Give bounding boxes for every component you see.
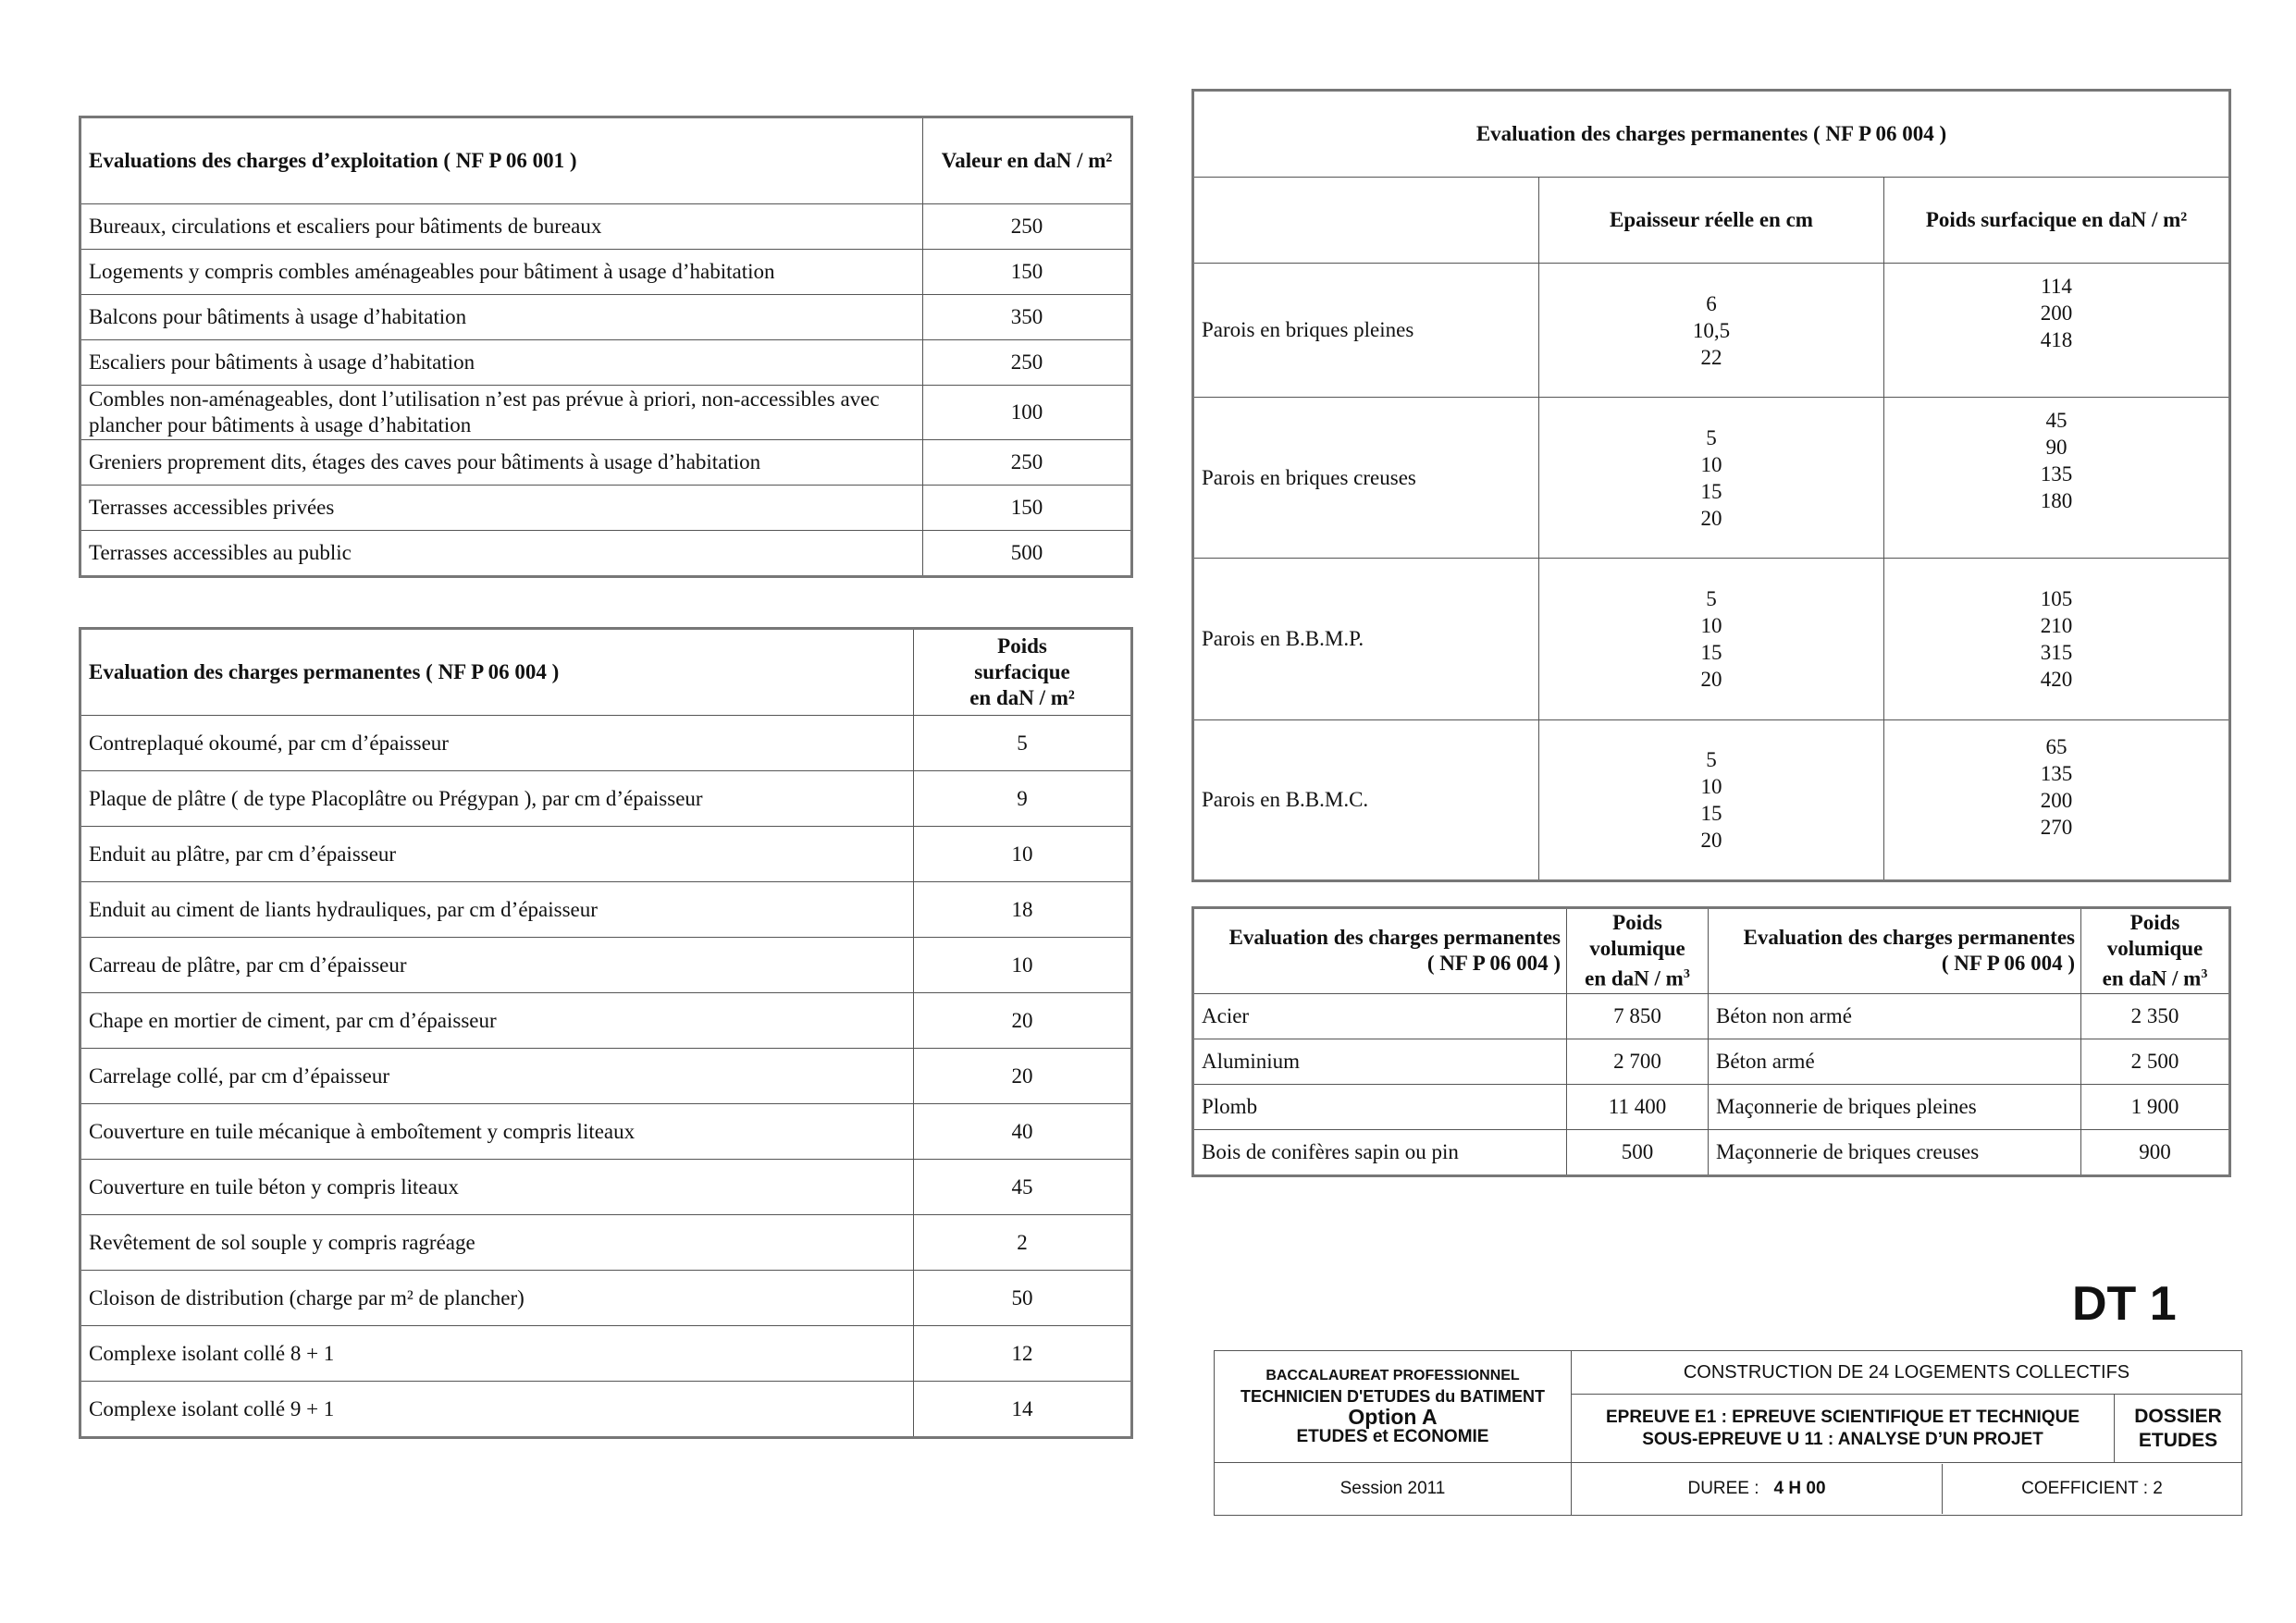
exam-option: Option A: [1348, 1405, 1438, 1429]
value-line: 10: [1700, 614, 1722, 637]
header-line: Poids: [997, 634, 1047, 658]
value-line: 200: [2040, 789, 2073, 812]
volumic-header-label-left: [1193, 908, 1567, 994]
header-line: Evaluation des charges permanentes: [1228, 926, 1561, 950]
header-line: en daN / m²: [969, 686, 1075, 709]
value-line: 418: [2040, 328, 2073, 351]
walls-header-empty: [1193, 178, 1539, 264]
table-title-row: [1193, 91, 2230, 178]
row-value: 50: [914, 1271, 1132, 1326]
table-row: [1193, 1129, 2230, 1175]
row-value: 150: [923, 250, 1132, 295]
row-thickness: [1539, 264, 1884, 398]
row-value: 250: [923, 440, 1132, 486]
row-value: 250: [923, 340, 1132, 386]
row-value: 18: [914, 882, 1132, 938]
unit-sup: 3: [1683, 967, 1690, 981]
epreuve-cell: [1572, 1395, 2115, 1463]
value-line: 65: [2045, 735, 2068, 758]
header-line: volumique: [1589, 937, 1685, 960]
table-row: [80, 295, 1132, 340]
row-value: 500: [1567, 1129, 1709, 1175]
row-value: 100: [923, 386, 1132, 440]
table-row: [80, 882, 1132, 938]
table-row: [1193, 398, 2230, 559]
table-row: [80, 771, 1132, 827]
row-label: Maçonnerie de briques creuses: [1709, 1129, 2081, 1175]
value-line: 200: [2040, 301, 2073, 325]
row-weight: [1884, 264, 2230, 398]
header-line: ( NF P 06 004 ): [1941, 952, 2075, 976]
row-label: Couverture en tuile mécanique à emboîtement y compris liteaux: [80, 1104, 914, 1160]
value-line: 135: [2040, 462, 2073, 486]
table-row: [80, 1326, 1132, 1382]
row-value: 250: [923, 204, 1132, 250]
table-row: [80, 340, 1132, 386]
row-label: Parois en B.B.M.C.: [1193, 720, 1539, 881]
value-line: 5: [1706, 587, 1717, 610]
row-label: Maçonnerie de briques pleines: [1709, 1084, 2081, 1129]
row-label: Parois en briques creuses: [1193, 398, 1539, 559]
row-label: Terrasses accessibles privées: [80, 486, 923, 531]
permanent-surface-table: [79, 627, 1133, 1439]
row-value: 45: [914, 1160, 1132, 1215]
dossier-cell: [2115, 1395, 2242, 1463]
epreuve-line: EPREUVE E1 : EPREUVE SCIENTIFIQUE ET TECHNIQUE: [1605, 1407, 2080, 1427]
row-label: Cloison de distribution (charge par m² de plancher): [80, 1271, 914, 1326]
row-label: Bureaux, circulations et escaliers pour bâtiments de bureaux: [80, 204, 923, 250]
value-line: 114: [2041, 275, 2072, 298]
dossier-line: DOSSIER: [2134, 1405, 2222, 1427]
permanent-header-value: [914, 629, 1132, 716]
table-row: [80, 531, 1132, 577]
value-line: 10: [1700, 452, 1722, 476]
title-block: [1214, 1350, 2242, 1516]
table-row: [80, 1215, 1132, 1271]
walls-header-thickness: Epaisseur réelle en cm: [1539, 178, 1884, 264]
exam-line: ETUDES et ECONOMIE: [1296, 1427, 1489, 1446]
value-line: 15: [1700, 641, 1722, 664]
exam-line: TECHNICIEN D'ETUDES du BATIMENT: [1241, 1387, 1545, 1406]
volumic-table: [1191, 906, 2231, 1177]
row-label: Parois en B.B.M.P.: [1193, 559, 1539, 720]
row-label: Aluminium: [1193, 1039, 1567, 1084]
row-value: 2 350: [2081, 993, 2230, 1039]
unit-text: en daN / m: [1585, 966, 1684, 990]
table-row: [80, 1104, 1132, 1160]
row-label: Escaliers pour bâtiments à usage d’habitation: [80, 340, 923, 386]
value-line: 20: [1700, 506, 1722, 530]
row-value: 20: [914, 1049, 1132, 1104]
row-label: Carreau de plâtre, par cm d’épaisseur: [80, 938, 914, 993]
table-row: [80, 938, 1132, 993]
duree-coef-cell: [1572, 1463, 2242, 1516]
permanent-header-label: Evaluation des charges permanentes ( NF P 06 004 ): [80, 629, 914, 716]
project-title: CONSTRUCTION DE 24 LOGEMENTS COLLECTIFS: [1572, 1351, 2242, 1395]
row-label: Greniers proprement dits, étages des caves pour bâtiments à usage d’habitation: [80, 440, 923, 486]
row-value: 150: [923, 486, 1132, 531]
row-value: 12: [914, 1326, 1132, 1382]
row-value: 2: [914, 1215, 1132, 1271]
unit-sup: 3: [2201, 967, 2208, 981]
row-label: Logements y compris combles aménageables pour bâtiment à usage d’habitation: [80, 250, 923, 295]
header-line: [1568, 962, 1707, 992]
row-value: 10: [914, 938, 1132, 993]
value-line: 105: [2040, 587, 2073, 610]
row-label: Enduit au plâtre, par cm d’épaisseur: [80, 827, 914, 882]
value-line: 5: [1706, 425, 1717, 449]
walls-table: [1191, 89, 2231, 882]
header-line: Evaluation des charges permanentes: [1743, 926, 2075, 950]
document-reference: DT 1: [2072, 1277, 2177, 1331]
table-row: [1193, 1084, 2230, 1129]
row-label: Couverture en tuile béton y compris liteaux: [80, 1160, 914, 1215]
row-value: 2 700: [1567, 1039, 1709, 1084]
row-value: 20: [914, 993, 1132, 1049]
row-thickness: [1539, 398, 1884, 559]
exploitation-table: [79, 116, 1133, 578]
value-line: 20: [1700, 829, 1722, 852]
row-label: Balcons pour bâtiments à usage d’habitation: [80, 295, 923, 340]
row-value: 5: [914, 716, 1132, 771]
header-line: Poids: [1612, 911, 1662, 934]
row-thickness: [1539, 720, 1884, 881]
value-line: 180: [2040, 489, 2073, 512]
row-label: Combles non-aménageables, dont l’utilisation n’est pas prévue à priori, non-accessibles avec plancher pour bâtiments à usage d’habitation: [80, 386, 923, 440]
volumic-header-value-right: [2081, 908, 2230, 994]
duree-cell: [1572, 1464, 1943, 1514]
table-header-row: [1193, 908, 2230, 994]
header-line: ( NF P 06 004 ): [1426, 952, 1561, 976]
row-label: Enduit au ciment de liants hydrauliques, par cm d’épaisseur: [80, 882, 914, 938]
header-line: Poids: [2129, 911, 2180, 934]
value-line: 15: [1700, 802, 1722, 825]
header-line: [2082, 962, 2228, 992]
value-line: 135: [2040, 762, 2073, 785]
table-row: [80, 440, 1132, 486]
table-row: [80, 716, 1132, 771]
row-weight: [1884, 398, 2230, 559]
table-row: [1193, 720, 2230, 881]
duree-value: 4 H 00: [1773, 1479, 1826, 1498]
exploitation-header-label: Evaluations des charges d’exploitation ( NF P 06 001 ): [80, 117, 923, 204]
row-value: 14: [914, 1382, 1132, 1438]
walls-title: Evaluation des charges permanentes ( NF P 06 004 ): [1193, 91, 2230, 178]
header-line: volumique: [2106, 937, 2203, 960]
row-label: Terrasses accessibles au public: [80, 531, 923, 577]
row-label: Parois en briques pleines: [1193, 264, 1539, 398]
table-header-row: [80, 117, 1132, 204]
volumic-header-label-right: [1709, 908, 2081, 994]
volumic-header-value-left: [1567, 908, 1709, 994]
row-label: Béton armé: [1709, 1039, 2081, 1084]
row-label: Revêtement de sol souple y compris ragréage: [80, 1215, 914, 1271]
row-value: 40: [914, 1104, 1132, 1160]
value-line: 5: [1706, 748, 1717, 771]
row-value: 11 400: [1567, 1084, 1709, 1129]
value-line: 315: [2040, 641, 2073, 664]
coefficient-cell: COEFFICIENT : 2: [2021, 1479, 2163, 1498]
value-line: 90: [2045, 436, 2068, 459]
value-line: 270: [2040, 816, 2073, 839]
row-value: 10: [914, 827, 1132, 882]
value-line: 210: [2040, 614, 2073, 637]
table-header-row: [1193, 178, 2230, 264]
row-value: 2 500: [2081, 1039, 2230, 1084]
value-line: 10: [1700, 775, 1722, 798]
exploitation-header-value: Valeur en daN / m²: [923, 117, 1132, 204]
exam-title-cell: [1215, 1351, 1572, 1463]
table-header-row: [80, 629, 1132, 716]
row-value: 500: [923, 531, 1132, 577]
value-line: 420: [2040, 668, 2073, 691]
table-row: [80, 1271, 1132, 1326]
value-line: 20: [1700, 668, 1722, 691]
duree-coef-row: [1572, 1464, 2241, 1514]
row-label: Contreplaqué okoumé, par cm d’épaisseur: [80, 716, 914, 771]
row-label: Plaque de plâtre ( de type Placoplâtre ou Prégypan ), par cm d’épaisseur: [80, 771, 914, 827]
table-row: [80, 204, 1132, 250]
dossier-line: ETUDES: [2138, 1429, 2218, 1451]
row-label: Plomb: [1193, 1084, 1567, 1129]
value-line: 10,5: [1692, 318, 1731, 342]
value-line: 6: [1706, 291, 1717, 315]
value-line: 22: [1700, 345, 1722, 369]
table-row: [1193, 559, 2230, 720]
value-line: 45: [2045, 409, 2068, 432]
row-label: Bois de conifères sapin ou pin: [1193, 1129, 1567, 1175]
table-row: [80, 1382, 1132, 1438]
row-label: Béton non armé: [1709, 993, 2081, 1039]
row-label: Carrelage collé, par cm d’épaisseur: [80, 1049, 914, 1104]
header-line: surfacique: [974, 660, 1070, 683]
table-row: [80, 993, 1132, 1049]
table-row: [80, 1049, 1132, 1104]
session-cell: Session 2011: [1215, 1463, 1572, 1516]
table-row: [1193, 264, 2230, 398]
row-weight: [1884, 559, 2230, 720]
row-weight: [1884, 720, 2230, 881]
row-thickness: [1539, 559, 1884, 720]
row-value: 7 850: [1567, 993, 1709, 1039]
title-block-row: [1215, 1463, 2242, 1516]
table-row: [80, 827, 1132, 882]
table-row: [80, 250, 1132, 295]
row-value: 9: [914, 771, 1132, 827]
table-row: [80, 386, 1132, 440]
duree-label: DUREE :: [1687, 1479, 1759, 1498]
row-value: 1 900: [2081, 1084, 2230, 1129]
row-label: Complexe isolant collé 9 + 1: [80, 1382, 914, 1438]
unit-text: en daN / m: [2102, 966, 2202, 990]
walls-header-weight: Poids surfacique en daN / m²: [1884, 178, 2230, 264]
epreuve-line: SOUS-EPREUVE U 11 : ANALYSE D’UN PROJET: [1642, 1429, 2043, 1449]
table-row: [1193, 1039, 2230, 1084]
row-label: Acier: [1193, 993, 1567, 1039]
exam-line: BACCALAUREAT PROFESSIONNEL: [1265, 1368, 1520, 1383]
table-row: [1193, 993, 2230, 1039]
row-value: 350: [923, 295, 1132, 340]
row-value: 900: [2081, 1129, 2230, 1175]
row-label: Chape en mortier de ciment, par cm d’épaisseur: [80, 993, 914, 1049]
table-row: [80, 486, 1132, 531]
title-block-row: [1215, 1351, 2242, 1395]
row-label: Complexe isolant collé 8 + 1: [80, 1326, 914, 1382]
value-line: 15: [1700, 479, 1722, 503]
table-row: [80, 1160, 1132, 1215]
